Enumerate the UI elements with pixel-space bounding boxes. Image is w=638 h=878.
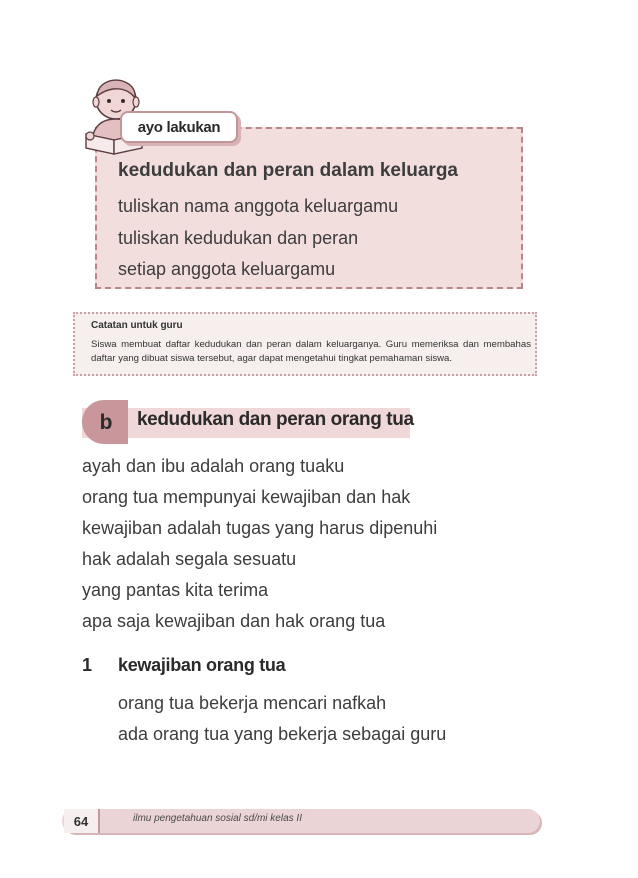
subsection-number: 1 bbox=[82, 655, 93, 675]
subsection-line: ada orang tua yang bekerja sebagai guru bbox=[118, 724, 447, 744]
subsection-line: orang tua bekerja mencari nafkah bbox=[118, 693, 387, 713]
footer-book-title: ilmu pengetahuan sosial sd/mi kelas II bbox=[133, 813, 302, 824]
paragraph-line: orang tua mempunyai kewajiban dan hak bbox=[82, 487, 411, 507]
paragraph-line: hak adalah segala sesuatu bbox=[82, 549, 297, 569]
teacher-note-text: Siswa membuat daftar kedudukan dan peran dalam keluarganya. Guru memeriksa dan membahas daftar yang dibuat siswa tersebut, agar dapat mengetahui tingkat pemahaman siswa. bbox=[91, 339, 531, 364]
paragraph-line: apa saja kewajiban dan hak orang tua bbox=[82, 611, 386, 631]
teacher-note-title: Catatan untuk guru bbox=[91, 320, 183, 331]
section-letter: b bbox=[99, 411, 113, 434]
activity-line: setiap anggota keluargamu bbox=[118, 259, 336, 279]
section-title: kedudukan dan peran orang tua bbox=[137, 409, 414, 430]
page-number: 64 bbox=[64, 809, 100, 833]
activity-title: kedudukan dan peran dalam keluarga bbox=[118, 160, 458, 181]
activity-tab-label: ayo lakukan bbox=[120, 111, 238, 143]
paragraph-line: ayah dan ibu adalah orang tuaku bbox=[82, 456, 345, 476]
activity-line: tuliskan kedudukan dan peran bbox=[118, 228, 359, 248]
paragraph-line: yang pantas kita terima bbox=[82, 580, 269, 600]
activity-line: tuliskan nama anggota keluargamu bbox=[118, 196, 399, 216]
subsection-title: kewajiban orang tua bbox=[118, 655, 286, 675]
paragraph-line: kewajiban adalah tugas yang harus dipenuhi bbox=[82, 518, 438, 538]
